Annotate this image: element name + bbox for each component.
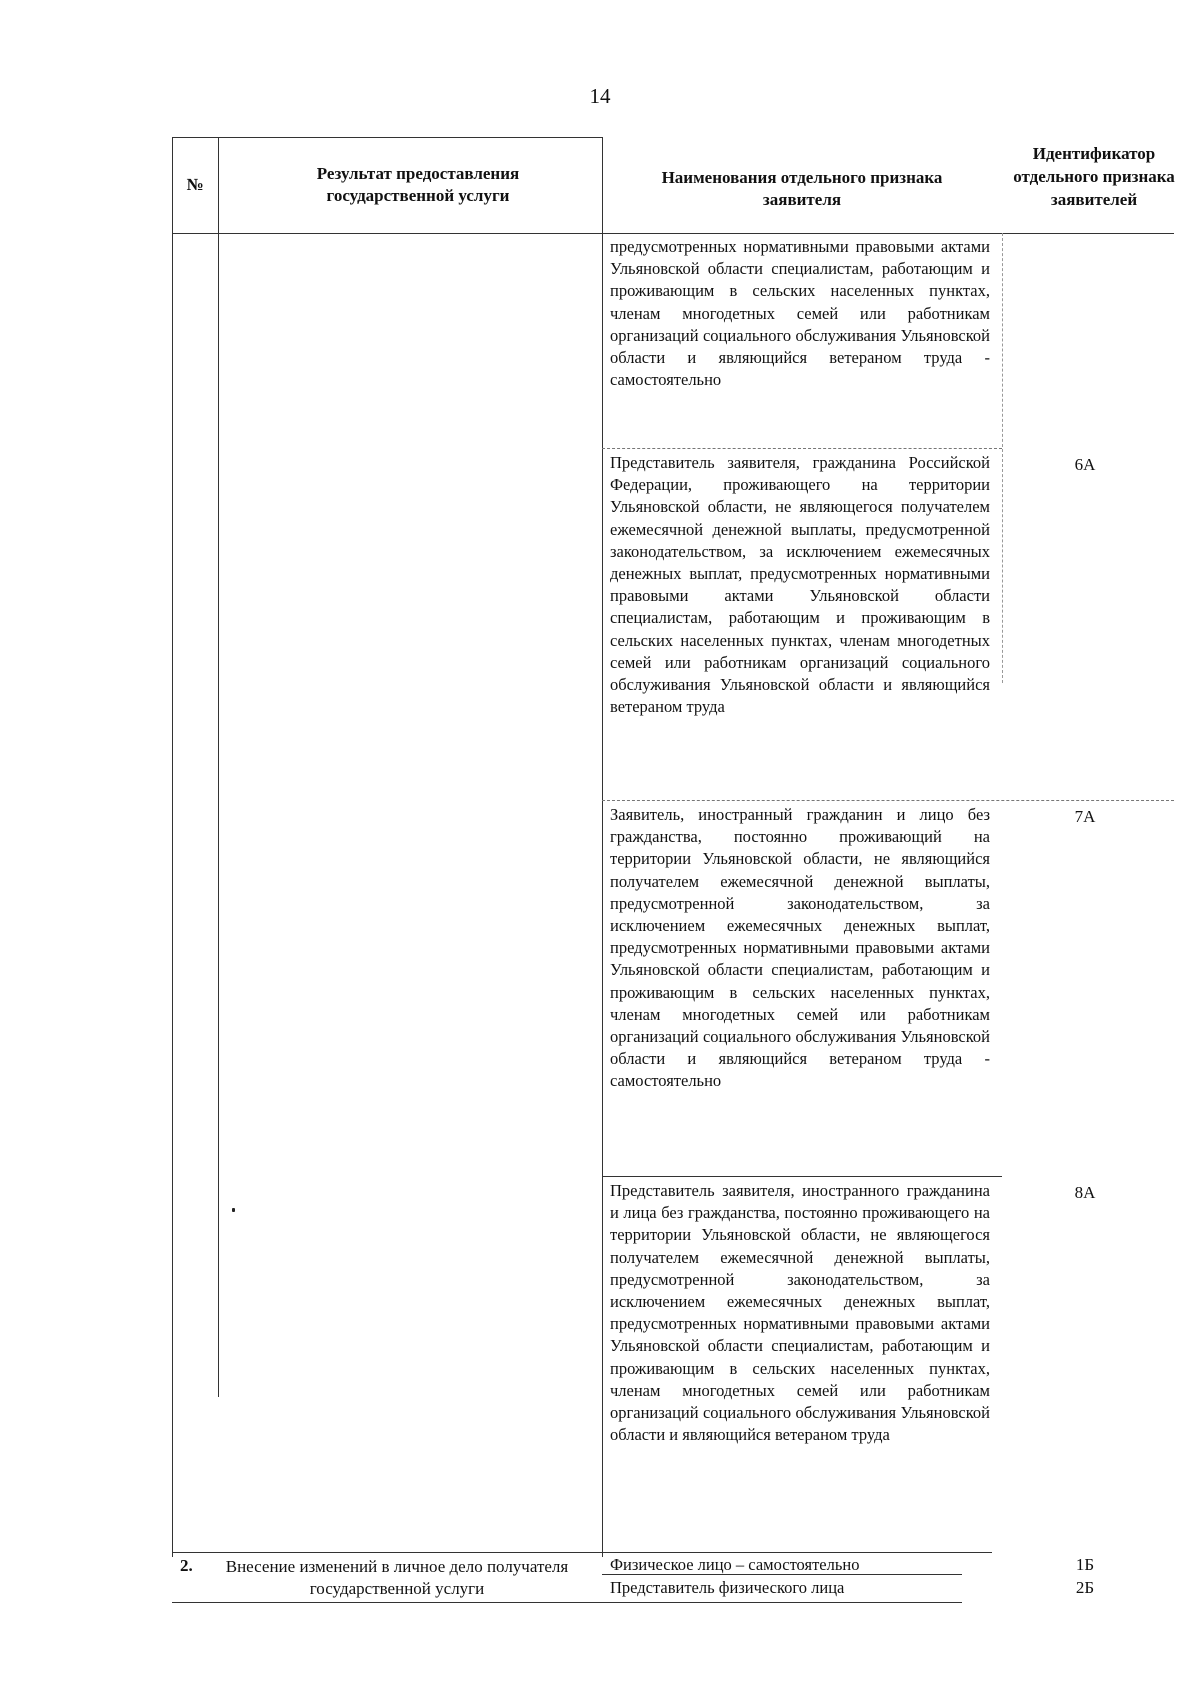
id-cell-7a: 7А [1074,807,1096,826]
feature-cell-continued: предусмотренных нормативными правовыми актами Ульяновской области специалистам, работающим и проживающим в сельских населенных пунктах, членам многодетных семей или работникам организаций социального обслуживания Ульяновской области и являющийся ветераном труда - самостоятельно [610,237,990,390]
id-cell-2b: 2Б [1075,1578,1095,1597]
row-divider [602,1176,1002,1177]
header-feature: Наименования отдельного признака заявителя [661,168,943,209]
feature-cell-8a: Представитель заявителя, иностранного гражданина и лица без гражданства, постоянно проживающего на территории Ульяновской области, не являющегося получателем ежемесячной денежной выплаты, предусмотренной законодательством, за исключением ежемесячных денежных выплат, предусмотренных нормативными правовыми актами Ульяновской области специалистам, работающим и проживающим в сельских населенных пунктах, членам многодетных семей или работникам организаций социального обслуживания Ульяновской области и являющийся ветераном труда [610,1181,990,1445]
section-2-number: 2. [180,1556,193,1575]
header-bottom-border [172,233,1174,234]
feature-cell-7a: Заявитель, иностранный гражданин и лицо без гражданства, постоянно проживающий на территории Ульяновской области, не являющийся получателем ежемесячной денежной выплаты, предусмотренной законодательством, за исключением ежемесячных денежных выплат, предусмотренных нормативными правовыми актами Ульяновской области специалистам, работающим и проживающим в сельских населенных пунктах, членам многодетных семей или работникам организаций социального обслуживания Ульяновской области и являющийся ветераном труда - самостоятельно [610,805,990,1091]
feature-cell-6a: Представитель заявителя, гражданина Российской Федерации, проживающего на территории Ульяновской области, не являющегося получателем ежемесячной денежной выплаты, предусмотренной законодательством, за исключением ежемесячных денежных выплат, предусмотренных нормативными правовыми актами Ульяновской области специалистам, работающим и проживающим в сельских населенных пунктах, членам многодетных семей или работникам организаций социального обслуживания Ульяновской области и являющийся ветераном труда [610,453,990,717]
row-divider [602,800,1174,801]
header-id: Идентификатор отдельного признака заявителей [1013,144,1175,209]
header-result: Результат предоставления государственной услуги [316,164,520,205]
feature-cell-2b: Представитель физического лица [610,1578,845,1597]
section-divider [172,1552,992,1553]
col-border-num [218,137,219,1397]
page-number: 14 [589,84,611,108]
scan-speck [232,1208,235,1212]
row-divider [602,448,1002,449]
feature-cell-1b: Физическое лицо – самостоятельно [610,1555,860,1574]
col-border-left [172,137,173,1557]
section-2-result: Внесение изменений в личное дело получателя государственной услуги [225,1557,569,1598]
id-cell-6a: 6А [1074,455,1096,474]
id-cell-8a: 8А [1074,1183,1096,1202]
col-border-result [602,137,603,1557]
table-top-border [172,137,602,138]
header-num: № [186,175,204,194]
table-bottom-border [172,1602,962,1603]
col-border-feature [1002,233,1003,683]
id-cell-1b: 1Б [1075,1555,1095,1574]
